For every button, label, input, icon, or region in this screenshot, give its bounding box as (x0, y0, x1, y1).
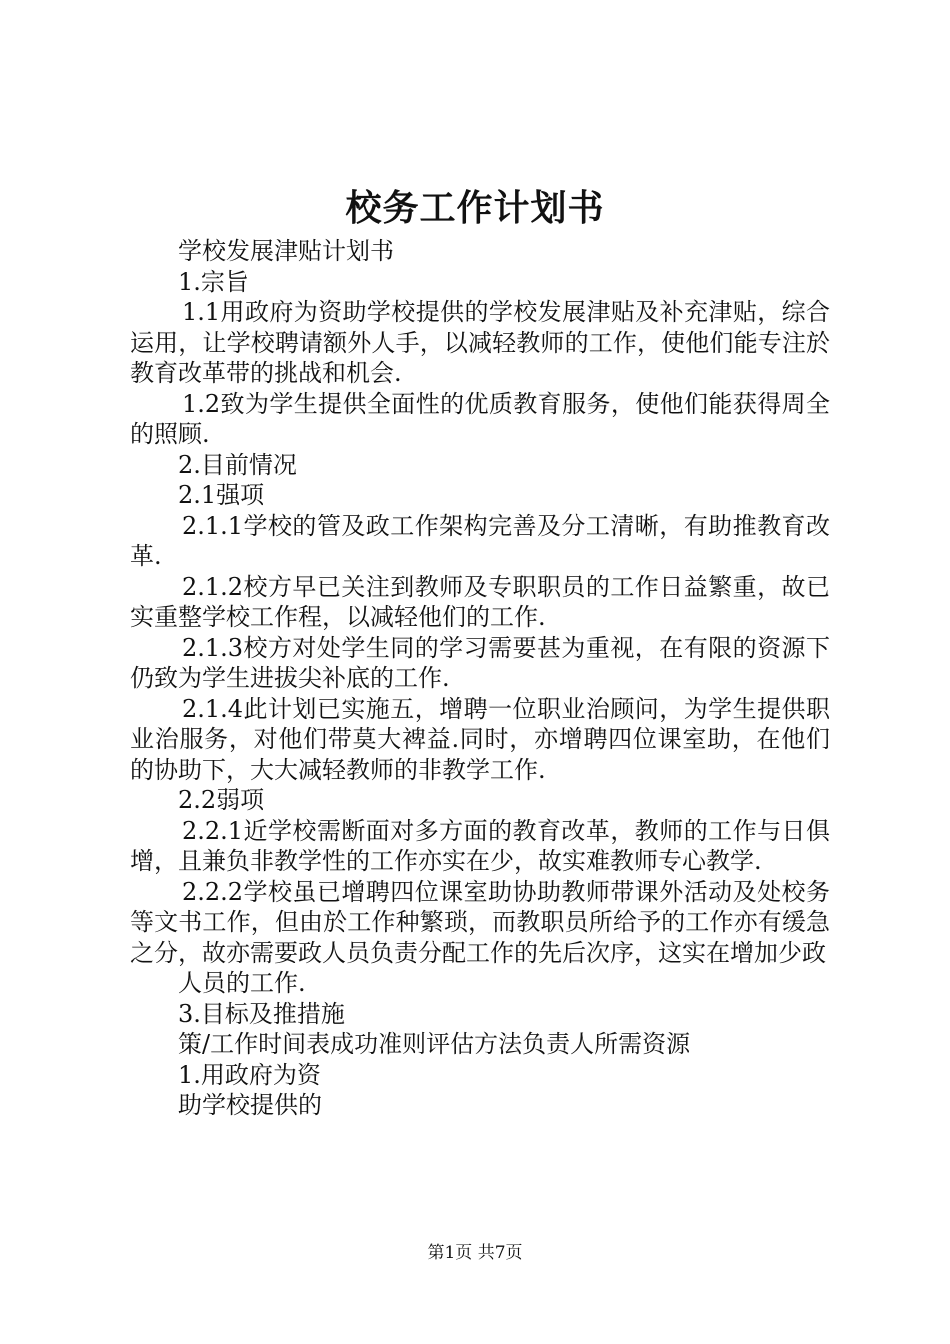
page-title: 校务工作计划书 (345, 187, 605, 229)
paragraph-2-1-4: 2.1.4此计划已实施五，增聘一位职业治顾问，为学生提供职业治服务，对他们带莫大裨益.同时，亦增聘四位课室助，在他们的协助下，大大减轻教师的非教学工作. (130, 694, 830, 784)
subsection-heading-2-2: 2.2弱项 (178, 786, 265, 814)
subsection-heading-2-1: 2.1强项 (178, 481, 265, 509)
section-heading-3: 3.目标及推措施 (178, 999, 345, 1028)
paragraph-2-2-2: 2.2.2学校虽已增聘四位课室助协助教师带课外活动及处校务等文书工作，但由於工作种繁琐，而教职员所给予的工作亦有缓急之分，故亦需要政人员负责分配工作的先后次序，这实在增加少政 (130, 877, 830, 967)
paragraph-2-2-1: 2.2.1近学校需断面对多方面的教育改革，教师的工作与日俱增，且兼负非教学性的工作亦实在少，故实难教师专心教学. (130, 816, 830, 875)
section-heading-2: 2.目前情况 (178, 450, 297, 479)
table-cell-line-2: 助学校提供的 (178, 1091, 322, 1119)
paragraph-subtitle: 学校发展津贴计划书 (178, 237, 394, 265)
paragraph-1-1: 1.1用政府为资助学校提供的学校发展津贴及补充津贴，综合运用，让学校聘请额外人手，以减轻教师的工作，使他们能专注於教育改革带的挑战和机会. (130, 298, 830, 387)
paragraph-2-1-2: 2.1.2校方早已关注到教师及专职职员的工作日益繁重，故已实重整学校工作程，以减轻他们的工作. (130, 572, 830, 631)
section-heading-1: 1.宗旨 (178, 267, 249, 296)
page-number-footer: 第1页 共7页 (427, 1243, 523, 1263)
table-cell-line-1: 1.用政府为资 (178, 1060, 321, 1089)
paragraph-1-2: 1.2致为学生提供全面性的优质教育服务，使他们能获得周全的照顾. (130, 389, 830, 448)
paragraph-2-1-1: 2.1.1学校的管及政工作架构完善及分工清晰，有助推教育改革. (130, 511, 830, 570)
paragraph-2-1-3: 2.1.3校方对处学生同的学习需要甚为重视，在有限的资源下仍致为学生进拔尖补底的工作. (130, 633, 830, 692)
paragraph-continuation: 人员的工作. (178, 969, 306, 997)
document-body (130, 236, 830, 1121)
table-header-line: 策/工作时间表成功准则评估方法负责人所需资源 (178, 1030, 691, 1058)
